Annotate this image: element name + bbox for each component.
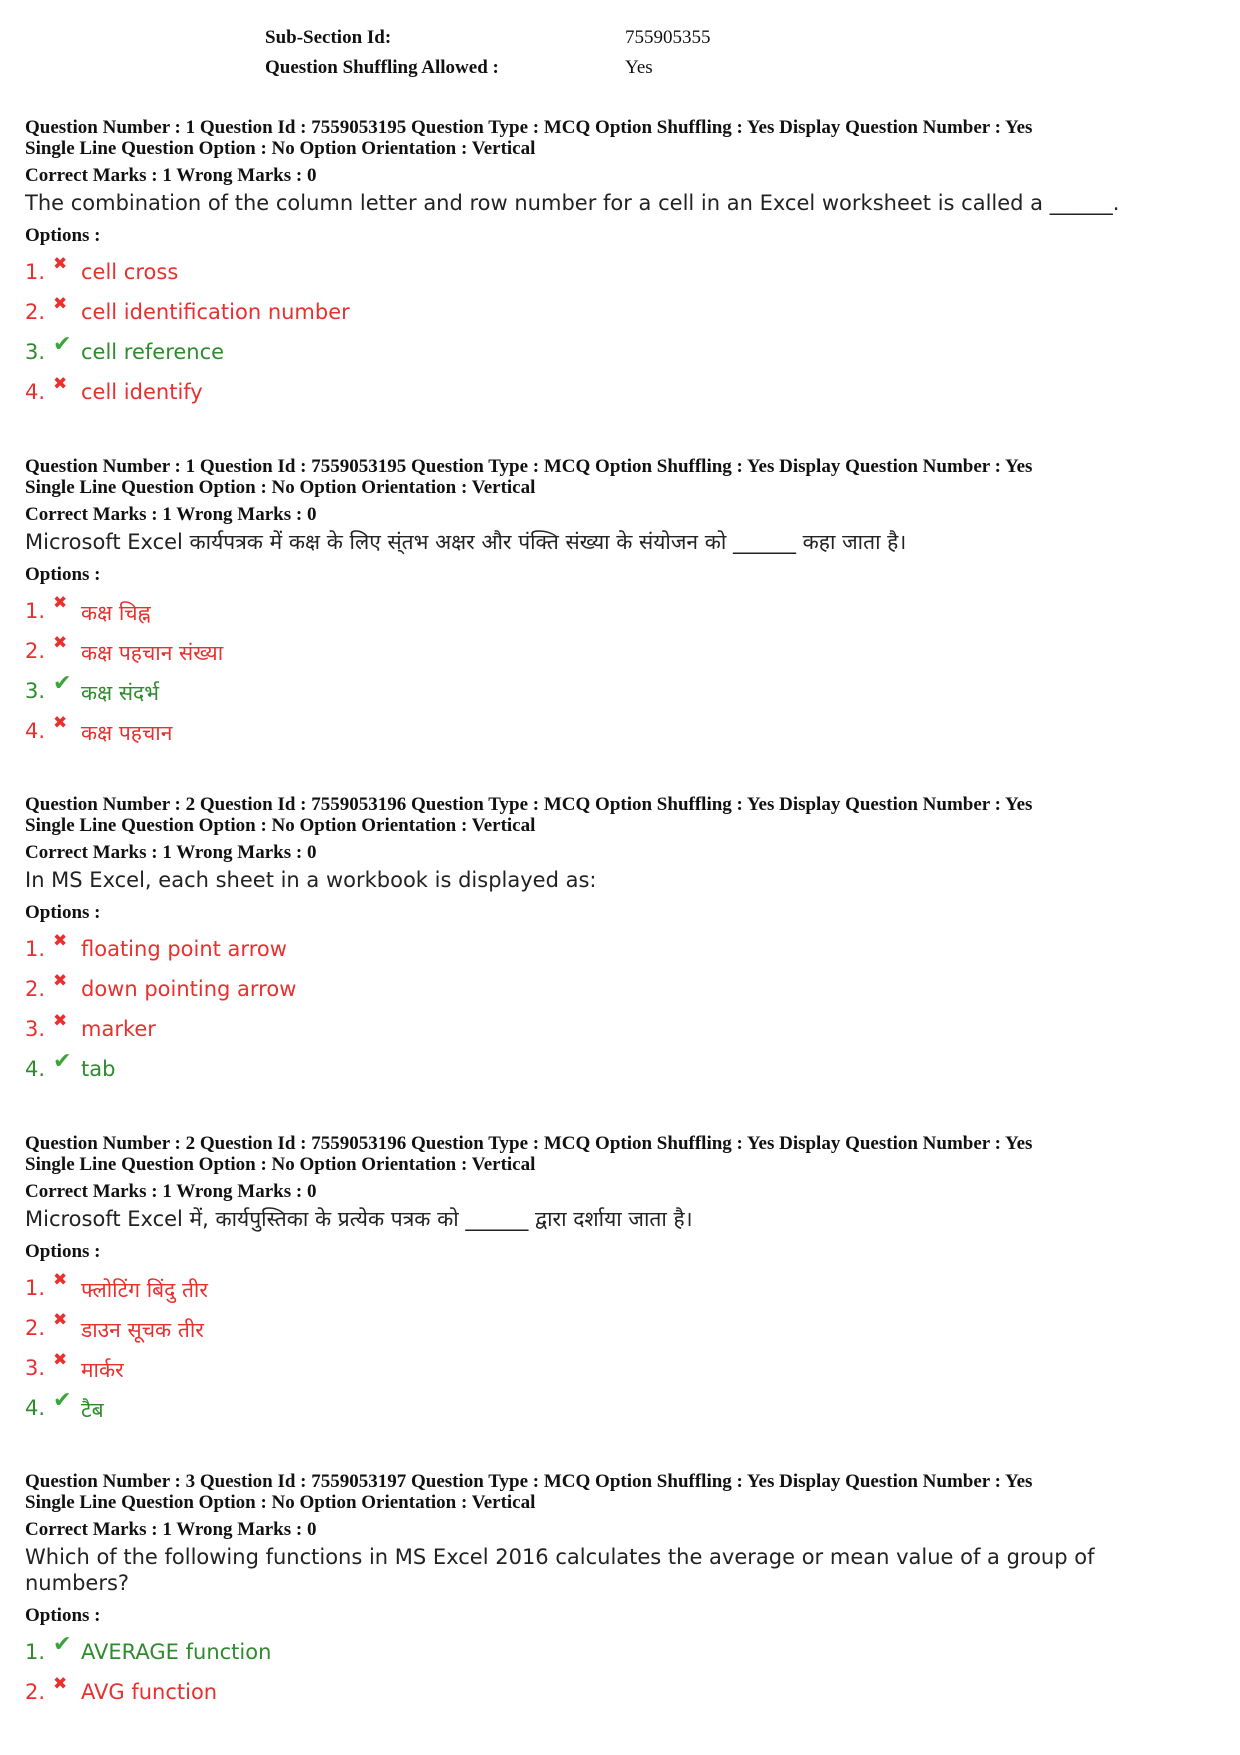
question-meta-line-2: Single Line Question Option : No Option Orientation : Vertical: [25, 138, 536, 159]
option-text: cell identification number: [81, 300, 350, 324]
cross-icon: ✖: [53, 931, 68, 951]
option-text: tab: [81, 1057, 116, 1081]
option-item: [25, 631, 1225, 671]
question-marks: Correct Marks : 1 Wrong Marks : 0: [25, 1181, 317, 1202]
cross-icon: ✖: [53, 1674, 68, 1694]
option-text: मार्कर: [81, 1358, 124, 1382]
option-item: [25, 591, 1225, 631]
option-text: cell identify: [81, 380, 203, 404]
options-label: Options :: [25, 902, 101, 923]
question-meta-line-2: Single Line Question Option : No Option Orientation : Vertical: [25, 1492, 536, 1513]
option-item: [25, 1348, 1225, 1388]
option-item: [25, 292, 1225, 332]
option-item: [25, 671, 1225, 711]
question-meta-line-2: Single Line Question Option : No Option Orientation : Vertical: [25, 815, 536, 836]
option-number: 2.: [25, 1316, 46, 1340]
option-number: 3.: [25, 340, 46, 364]
option-text: floating point arrow: [81, 937, 287, 961]
question-meta-line-1: Question Number : 1 Question Id : 7559053195 Question Type : MCQ Option Shuffling : Yes Display Question Number : Yes: [25, 456, 1033, 477]
option-item: [25, 252, 1225, 292]
option-number: 1.: [25, 1640, 46, 1664]
option-number: 1.: [25, 1276, 46, 1300]
cross-icon: ✖: [53, 713, 68, 733]
option-text: कक्ष चिह्न: [81, 601, 151, 625]
option-item: [25, 1388, 1225, 1428]
options-label: Options :: [25, 1241, 101, 1262]
sub-section-label: Sub-Section Id:: [265, 27, 392, 48]
question-text: Which of the following functions in MS Excel 2016 calculates the average or mean value of a group of numbers?: [25, 1545, 1095, 1595]
question-meta-line-2: Single Line Question Option : No Option Orientation : Vertical: [25, 1154, 536, 1175]
option-number: 3.: [25, 1356, 46, 1380]
cross-icon: ✖: [53, 1310, 68, 1330]
option-number: 4.: [25, 380, 46, 404]
option-text: कक्ष पहचान: [81, 721, 173, 745]
options-label: Options :: [25, 564, 101, 585]
option-number: 1.: [25, 260, 46, 284]
options-list: [25, 1632, 1225, 1712]
cross-icon: ✖: [53, 1270, 68, 1290]
options-list: [25, 252, 1225, 412]
question-meta-line-2: Single Line Question Option : No Option Orientation : Vertical: [25, 477, 536, 498]
question-marks: Correct Marks : 1 Wrong Marks : 0: [25, 165, 317, 186]
option-text: down pointing arrow: [81, 977, 297, 1001]
question-block: [25, 1133, 1225, 1428]
option-number: 4.: [25, 1396, 46, 1420]
cross-icon: ✖: [53, 1011, 68, 1031]
question-meta-line-1: Question Number : 1 Question Id : 7559053195 Question Type : MCQ Option Shuffling : Yes Display Question Number : Yes: [25, 117, 1033, 138]
option-item: [25, 1268, 1225, 1308]
question-text: In MS Excel, each sheet in a workbook is displayed as:: [25, 868, 597, 892]
option-item: [25, 332, 1225, 372]
question-meta-line-1: Question Number : 2 Question Id : 7559053196 Question Type : MCQ Option Shuffling : Yes Display Question Number : Yes: [25, 794, 1033, 815]
option-item: [25, 1049, 1225, 1089]
question-marks: Correct Marks : 1 Wrong Marks : 0: [25, 1519, 317, 1540]
option-item: [25, 1009, 1225, 1049]
option-text: AVERAGE function: [81, 1640, 272, 1664]
option-number: 1.: [25, 599, 46, 623]
sub-section-value: 755905355: [625, 27, 711, 48]
option-text: टैब: [81, 1398, 104, 1422]
option-text: फ्लोटिंग बिंदु तीर: [81, 1278, 208, 1302]
question-marks: Correct Marks : 1 Wrong Marks : 0: [25, 504, 317, 525]
option-number: 2.: [25, 1680, 46, 1704]
option-number: 4.: [25, 1057, 46, 1081]
option-text: cell cross: [81, 260, 179, 284]
option-text: कक्ष संदर्भ: [81, 681, 159, 705]
question-block: [25, 794, 1225, 1089]
question-text: Microsoft Excel में, कार्यपुस्तिका के प्रत्येक पत्रक को ______ द्वारा दर्शाया जाता है।: [25, 1207, 693, 1231]
cross-icon: ✖: [53, 971, 68, 991]
question-block: [25, 117, 1225, 412]
question-meta-line-1: Question Number : 2 Question Id : 7559053196 Question Type : MCQ Option Shuffling : Yes Display Question Number : Yes: [25, 1133, 1033, 1154]
cross-icon: ✖: [53, 294, 68, 314]
check-icon: ✔: [53, 332, 72, 357]
option-text: AVG function: [81, 1680, 218, 1704]
question-block: [25, 456, 1225, 751]
cross-icon: ✖: [53, 254, 68, 274]
question-text: The combination of the column letter and row number for a cell in an Excel worksheet is called a ______.: [25, 191, 1120, 215]
option-item: [25, 1632, 1225, 1672]
option-number: 4.: [25, 719, 46, 743]
cross-icon: ✖: [53, 593, 68, 613]
options-list: [25, 929, 1225, 1089]
cross-icon: ✖: [53, 1350, 68, 1370]
check-icon: ✔: [53, 1632, 72, 1657]
cross-icon: ✖: [53, 374, 68, 394]
question-marks: Correct Marks : 1 Wrong Marks : 0: [25, 842, 317, 863]
option-number: 1.: [25, 937, 46, 961]
options-label: Options :: [25, 225, 101, 246]
option-number: 3.: [25, 1017, 46, 1041]
option-item: [25, 1672, 1225, 1712]
option-item: [25, 929, 1225, 969]
cross-icon: ✖: [53, 633, 68, 653]
option-number: 2.: [25, 639, 46, 663]
question-block: [25, 1471, 1225, 1712]
check-icon: ✔: [53, 1049, 72, 1074]
options-list: [25, 1268, 1225, 1428]
option-text: cell reference: [81, 340, 225, 364]
option-text: कक्ष पहचान संख्या: [81, 641, 224, 665]
option-item: [25, 711, 1225, 751]
option-number: 3.: [25, 679, 46, 703]
option-item: [25, 372, 1225, 412]
option-number: 2.: [25, 300, 46, 324]
shuffling-value: Yes: [625, 57, 653, 78]
option-text: डाउन सूचक तीर: [81, 1318, 204, 1342]
shuffling-label: Question Shuffling Allowed :: [265, 57, 499, 78]
options-label: Options :: [25, 1605, 101, 1626]
question-text: Microsoft Excel कार्यपत्रक में कक्ष के लिए स्ंतभ अक्षर और पंक्ति संख्या के संयोजन को ______ कहा जाता है।: [25, 530, 907, 554]
options-list: [25, 591, 1225, 751]
check-icon: ✔: [53, 671, 72, 696]
option-item: [25, 1308, 1225, 1348]
question-meta-line-1: Question Number : 3 Question Id : 7559053197 Question Type : MCQ Option Shuffling : Yes Display Question Number : Yes: [25, 1471, 1033, 1492]
option-item: [25, 969, 1225, 1009]
check-icon: ✔: [53, 1388, 72, 1413]
option-text: marker: [81, 1017, 156, 1041]
option-number: 2.: [25, 977, 46, 1001]
